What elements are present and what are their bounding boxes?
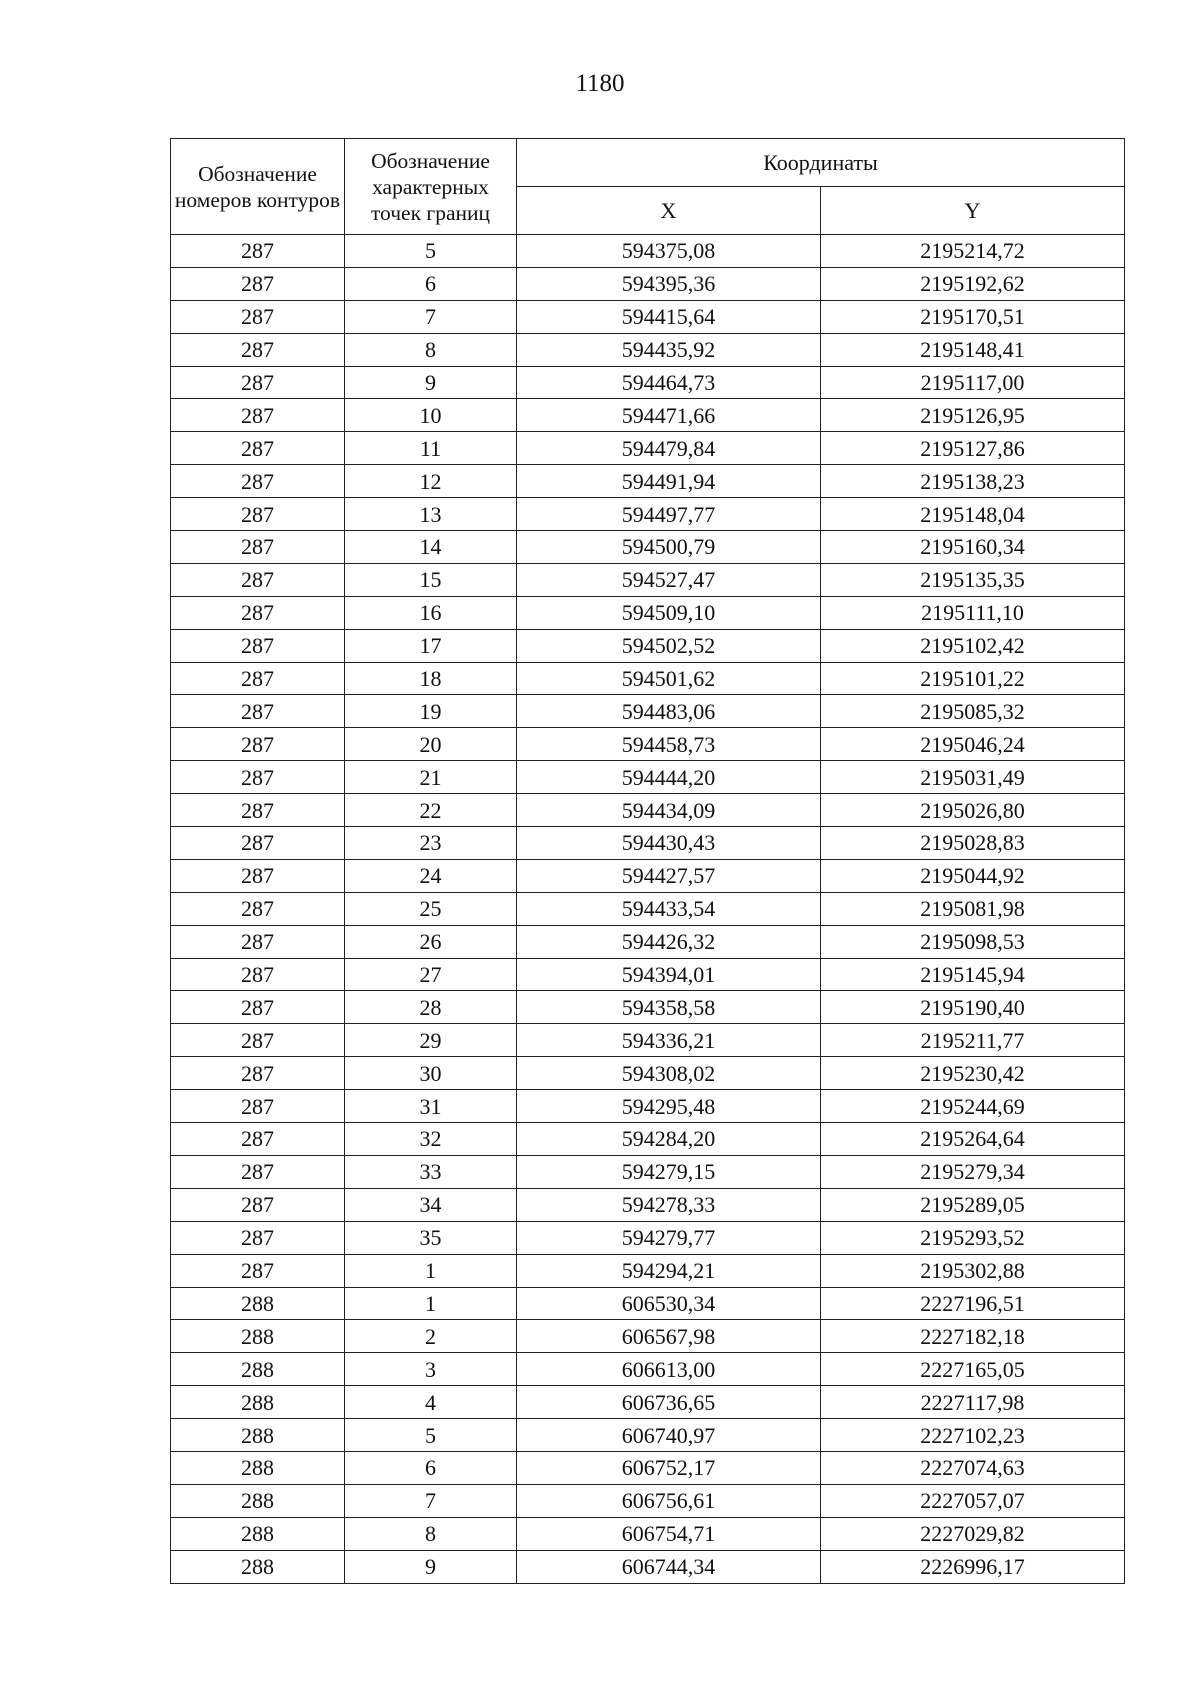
table-row (171, 991, 1125, 1024)
table-row (171, 1517, 1125, 1550)
y-coordinate-cell: 2195026,80 (821, 794, 1125, 827)
point-number-cell: 32 (345, 1123, 517, 1156)
contour-number-cell: 287 (171, 399, 345, 432)
x-coordinate-cell: 606530,34 (517, 1287, 821, 1320)
y-coordinate-cell: 2195230,42 (821, 1057, 1125, 1090)
y-coordinate-cell: 2195302,88 (821, 1254, 1125, 1287)
x-coordinate-cell: 594284,20 (517, 1123, 821, 1156)
contour-number-cell: 288 (171, 1451, 345, 1484)
y-coordinate-cell: 2195279,34 (821, 1155, 1125, 1188)
coordinates-table (170, 138, 1125, 1584)
x-coordinate-cell: 594479,84 (517, 432, 821, 465)
contour-number-cell: 287 (171, 596, 345, 629)
x-coordinate-cell: 606754,71 (517, 1517, 821, 1550)
table-row (171, 1221, 1125, 1254)
y-coordinate-cell: 2195127,86 (821, 432, 1125, 465)
table-row (171, 235, 1125, 268)
table-row (171, 695, 1125, 728)
y-coordinate-cell: 2195289,05 (821, 1188, 1125, 1221)
x-coordinate-cell: 594435,92 (517, 333, 821, 366)
table-row (171, 1287, 1125, 1320)
page-number: 1180 (575, 70, 625, 97)
contour-number-cell: 288 (171, 1386, 345, 1419)
table-row (171, 1353, 1125, 1386)
x-coordinate-cell: 594427,57 (517, 859, 821, 892)
y-coordinate-cell: 2195101,22 (821, 662, 1125, 695)
point-number-cell: 14 (345, 531, 517, 564)
point-number-cell: 6 (345, 267, 517, 300)
point-number-cell: 24 (345, 859, 517, 892)
point-number-cell: 31 (345, 1090, 517, 1123)
table-row (171, 728, 1125, 761)
y-coordinate-cell: 2195085,32 (821, 695, 1125, 728)
contour-number-cell: 287 (171, 1221, 345, 1254)
table-row (171, 300, 1125, 333)
y-coordinate-cell: 2227074,63 (821, 1451, 1125, 1484)
table-row (171, 1419, 1125, 1452)
y-coordinate-cell: 2195046,24 (821, 728, 1125, 761)
x-coordinate-cell: 594278,33 (517, 1188, 821, 1221)
x-coordinate-cell: 594375,08 (517, 235, 821, 268)
x-coordinate-cell: 594497,77 (517, 498, 821, 531)
point-number-cell: 18 (345, 662, 517, 695)
x-coordinate-cell: 594295,48 (517, 1090, 821, 1123)
y-coordinate-cell: 2195126,95 (821, 399, 1125, 432)
x-coordinate-cell: 594483,06 (517, 695, 821, 728)
contour-number-cell: 287 (171, 366, 345, 399)
x-coordinate-cell: 594308,02 (517, 1057, 821, 1090)
point-number-cell: 33 (345, 1155, 517, 1188)
contour-number-cell: 287 (171, 235, 345, 268)
y-coordinate-cell: 2195135,35 (821, 563, 1125, 596)
table-row (171, 1188, 1125, 1221)
x-coordinate-cell: 594395,36 (517, 267, 821, 300)
point-number-cell: 23 (345, 827, 517, 860)
contour-number-cell: 287 (171, 1188, 345, 1221)
x-coordinate-cell: 594527,47 (517, 563, 821, 596)
point-number-cell: 7 (345, 1484, 517, 1517)
point-number-cell: 1 (345, 1287, 517, 1320)
x-coordinate-cell: 594426,32 (517, 925, 821, 958)
contour-number-cell: 287 (171, 267, 345, 300)
y-coordinate-cell: 2195031,49 (821, 761, 1125, 794)
y-coordinate-cell: 2195293,52 (821, 1221, 1125, 1254)
point-number-cell: 29 (345, 1024, 517, 1057)
contour-number-cell: 287 (171, 333, 345, 366)
header-boundary-points: Обозначение характерных точек границ (345, 139, 517, 235)
y-coordinate-cell: 2195264,64 (821, 1123, 1125, 1156)
x-coordinate-cell: 594444,20 (517, 761, 821, 794)
y-coordinate-cell: 2195148,04 (821, 498, 1125, 531)
table-row (171, 1254, 1125, 1287)
contour-number-cell: 288 (171, 1419, 345, 1452)
x-coordinate-cell: 606752,17 (517, 1451, 821, 1484)
contour-number-cell: 287 (171, 761, 345, 794)
contour-number-cell: 287 (171, 1254, 345, 1287)
table-row (171, 1024, 1125, 1057)
table-row (171, 892, 1125, 925)
point-number-cell: 10 (345, 399, 517, 432)
point-number-cell: 2 (345, 1320, 517, 1353)
contour-number-cell: 288 (171, 1287, 345, 1320)
y-coordinate-cell: 2226996,17 (821, 1550, 1125, 1583)
contour-number-cell: 287 (171, 859, 345, 892)
contour-number-cell: 287 (171, 531, 345, 564)
table-row (171, 596, 1125, 629)
x-coordinate-cell: 594394,01 (517, 958, 821, 991)
point-number-cell: 28 (345, 991, 517, 1024)
point-number-cell: 8 (345, 333, 517, 366)
contour-number-cell: 287 (171, 432, 345, 465)
contour-number-cell: 287 (171, 1155, 345, 1188)
x-coordinate-cell: 594336,21 (517, 1024, 821, 1057)
x-coordinate-cell: 594434,09 (517, 794, 821, 827)
contour-number-cell: 287 (171, 794, 345, 827)
table-row (171, 1451, 1125, 1484)
x-coordinate-cell: 594491,94 (517, 465, 821, 498)
point-number-cell: 35 (345, 1221, 517, 1254)
x-coordinate-cell: 594501,62 (517, 662, 821, 695)
y-coordinate-cell: 2195098,53 (821, 925, 1125, 958)
x-coordinate-cell: 606567,98 (517, 1320, 821, 1353)
contour-number-cell: 287 (171, 695, 345, 728)
point-number-cell: 8 (345, 1517, 517, 1550)
point-number-cell: 20 (345, 728, 517, 761)
table-row (171, 958, 1125, 991)
contour-number-cell: 287 (171, 991, 345, 1024)
table-row (171, 366, 1125, 399)
x-coordinate-cell: 594415,64 (517, 300, 821, 333)
x-coordinate-cell: 606613,00 (517, 1353, 821, 1386)
table-row (171, 333, 1125, 366)
table-row (171, 827, 1125, 860)
point-number-cell: 34 (345, 1188, 517, 1221)
point-number-cell: 13 (345, 498, 517, 531)
x-coordinate-cell: 594458,73 (517, 728, 821, 761)
contour-number-cell: 287 (171, 563, 345, 596)
table-row (171, 267, 1125, 300)
y-coordinate-cell: 2195117,00 (821, 366, 1125, 399)
x-coordinate-cell: 594502,52 (517, 629, 821, 662)
point-number-cell: 21 (345, 761, 517, 794)
table-row (171, 399, 1125, 432)
table-row (171, 662, 1125, 695)
y-coordinate-cell: 2195211,77 (821, 1024, 1125, 1057)
point-number-cell: 4 (345, 1386, 517, 1419)
table-row (171, 1550, 1125, 1583)
y-coordinate-cell: 2195148,41 (821, 333, 1125, 366)
point-number-cell: 19 (345, 695, 517, 728)
contour-number-cell: 287 (171, 1057, 345, 1090)
point-number-cell: 7 (345, 300, 517, 333)
point-number-cell: 17 (345, 629, 517, 662)
contour-number-cell: 288 (171, 1550, 345, 1583)
point-number-cell: 27 (345, 958, 517, 991)
table-row (171, 465, 1125, 498)
table-row (171, 761, 1125, 794)
x-coordinate-cell: 594500,79 (517, 531, 821, 564)
y-coordinate-cell: 2195244,69 (821, 1090, 1125, 1123)
contour-number-cell: 287 (171, 662, 345, 695)
x-coordinate-cell: 606736,65 (517, 1386, 821, 1419)
contour-number-cell: 288 (171, 1320, 345, 1353)
y-coordinate-cell: 2227117,98 (821, 1386, 1125, 1419)
table-body (171, 235, 1125, 1584)
point-number-cell: 1 (345, 1254, 517, 1287)
x-coordinate-cell: 594471,66 (517, 399, 821, 432)
point-number-cell: 16 (345, 596, 517, 629)
contour-number-cell: 287 (171, 728, 345, 761)
y-coordinate-cell: 2195160,34 (821, 531, 1125, 564)
contour-number-cell: 287 (171, 1024, 345, 1057)
contour-number-cell: 287 (171, 300, 345, 333)
header-x: X (517, 187, 821, 235)
table-row (171, 794, 1125, 827)
contour-number-cell: 287 (171, 958, 345, 991)
contour-number-cell: 287 (171, 465, 345, 498)
table-row (171, 629, 1125, 662)
x-coordinate-cell: 594509,10 (517, 596, 821, 629)
table-row (171, 1484, 1125, 1517)
x-coordinate-cell: 594464,73 (517, 366, 821, 399)
table-row (171, 1057, 1125, 1090)
table-row (171, 1386, 1125, 1419)
header-y: Y (821, 187, 1125, 235)
x-coordinate-cell: 594279,77 (517, 1221, 821, 1254)
y-coordinate-cell: 2195111,10 (821, 596, 1125, 629)
y-coordinate-cell: 2195028,83 (821, 827, 1125, 860)
y-coordinate-cell: 2227029,82 (821, 1517, 1125, 1550)
y-coordinate-cell: 2227102,23 (821, 1419, 1125, 1452)
contour-number-cell: 287 (171, 827, 345, 860)
table-row (171, 859, 1125, 892)
y-coordinate-cell: 2195145,94 (821, 958, 1125, 991)
table-row (171, 1155, 1125, 1188)
x-coordinate-cell: 594430,43 (517, 827, 821, 860)
y-coordinate-cell: 2195214,72 (821, 235, 1125, 268)
y-coordinate-cell: 2195138,23 (821, 465, 1125, 498)
contour-number-cell: 288 (171, 1353, 345, 1386)
contour-number-cell: 287 (171, 1090, 345, 1123)
point-number-cell: 30 (345, 1057, 517, 1090)
table-row (171, 1320, 1125, 1353)
point-number-cell: 9 (345, 1550, 517, 1583)
contour-number-cell: 288 (171, 1517, 345, 1550)
point-number-cell: 9 (345, 366, 517, 399)
table-row (171, 1090, 1125, 1123)
y-coordinate-cell: 2195192,62 (821, 267, 1125, 300)
y-coordinate-cell: 2227182,18 (821, 1320, 1125, 1353)
y-coordinate-cell: 2195044,92 (821, 859, 1125, 892)
contour-number-cell: 287 (171, 892, 345, 925)
x-coordinate-cell: 606756,61 (517, 1484, 821, 1517)
contour-number-cell: 287 (171, 498, 345, 531)
contour-number-cell: 288 (171, 1484, 345, 1517)
contour-number-cell: 287 (171, 629, 345, 662)
contour-number-cell: 287 (171, 1123, 345, 1156)
y-coordinate-cell: 2227057,07 (821, 1484, 1125, 1517)
y-coordinate-cell: 2195081,98 (821, 892, 1125, 925)
y-coordinate-cell: 2195102,42 (821, 629, 1125, 662)
point-number-cell: 12 (345, 465, 517, 498)
header-coordinates: Координаты (517, 139, 1125, 187)
table-row (171, 563, 1125, 596)
x-coordinate-cell: 594279,15 (517, 1155, 821, 1188)
y-coordinate-cell: 2227165,05 (821, 1353, 1125, 1386)
table-row (171, 1123, 1125, 1156)
point-number-cell: 22 (345, 794, 517, 827)
contour-number-cell: 287 (171, 925, 345, 958)
table-row (171, 531, 1125, 564)
x-coordinate-cell: 594294,21 (517, 1254, 821, 1287)
point-number-cell: 5 (345, 235, 517, 268)
x-coordinate-cell: 606740,97 (517, 1419, 821, 1452)
table-row (171, 432, 1125, 465)
y-coordinate-cell: 2195190,40 (821, 991, 1125, 1024)
x-coordinate-cell: 594433,54 (517, 892, 821, 925)
point-number-cell: 3 (345, 1353, 517, 1386)
x-coordinate-cell: 594358,58 (517, 991, 821, 1024)
point-number-cell: 26 (345, 925, 517, 958)
table-row (171, 498, 1125, 531)
point-number-cell: 5 (345, 1419, 517, 1452)
point-number-cell: 25 (345, 892, 517, 925)
table-row (171, 925, 1125, 958)
x-coordinate-cell: 606744,34 (517, 1550, 821, 1583)
y-coordinate-cell: 2195170,51 (821, 300, 1125, 333)
point-number-cell: 15 (345, 563, 517, 596)
point-number-cell: 6 (345, 1451, 517, 1484)
point-number-cell: 11 (345, 432, 517, 465)
header-contour-numbers: Обозначение номеров контуров (171, 139, 345, 235)
y-coordinate-cell: 2227196,51 (821, 1287, 1125, 1320)
